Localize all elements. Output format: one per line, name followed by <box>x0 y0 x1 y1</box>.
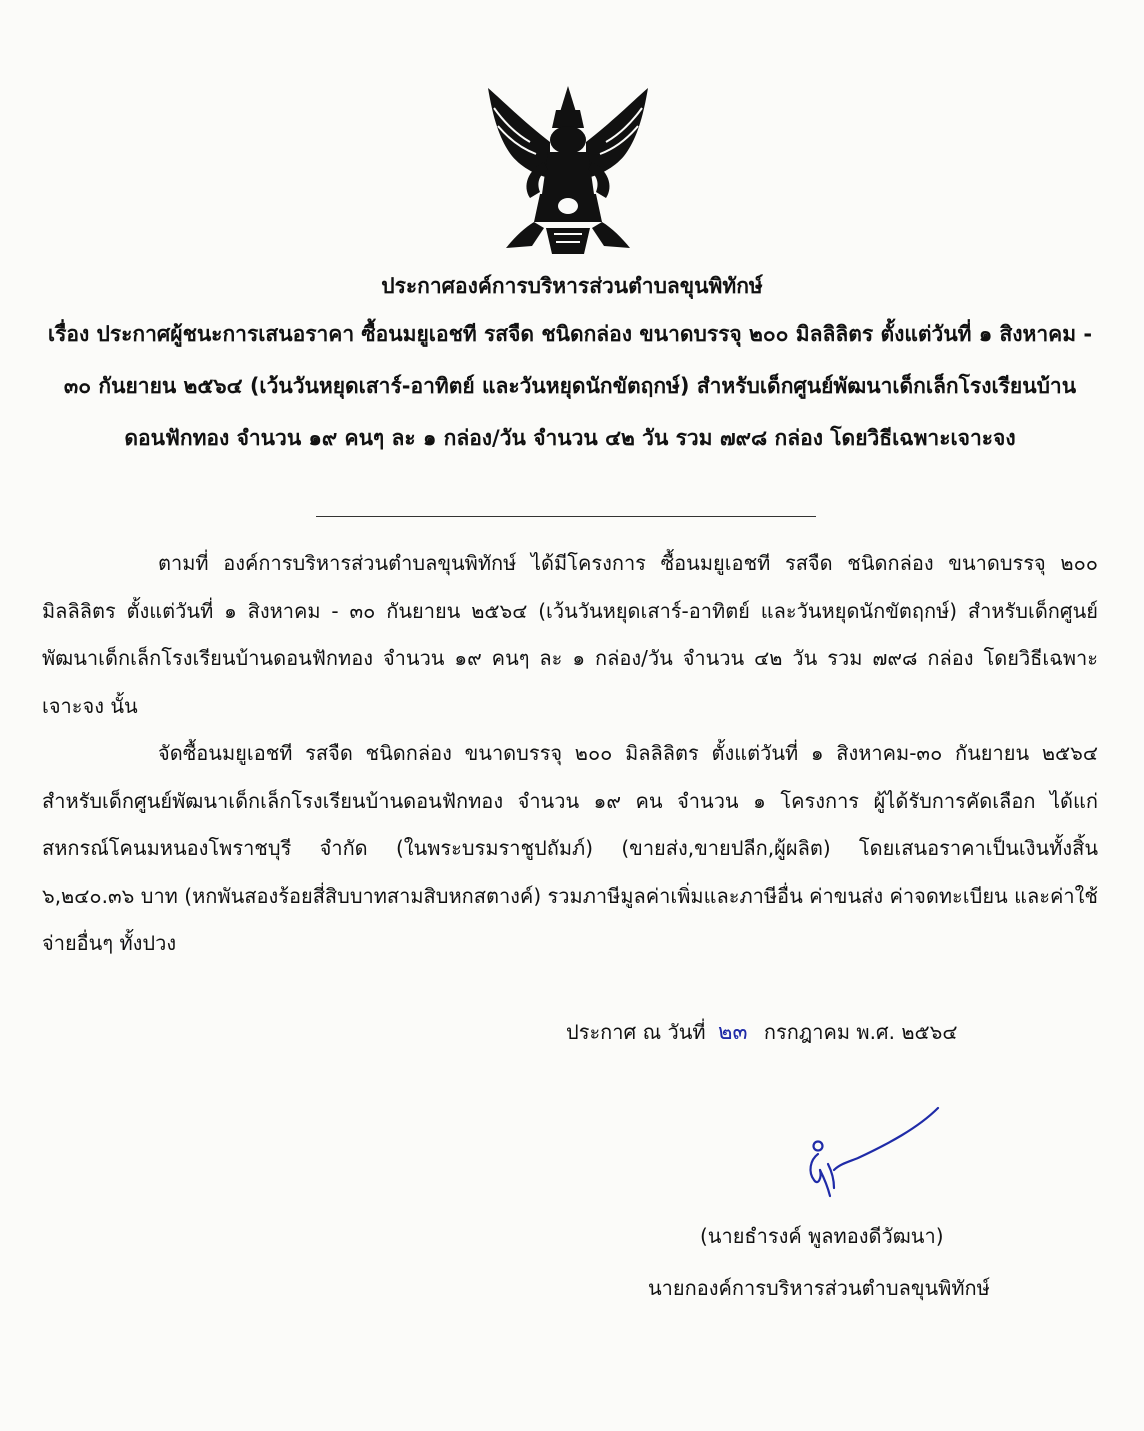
divider-line <box>316 516 816 517</box>
document-subject: เรื่อง ประกาศผู้ชนะการเสนอราคา ซื้อนมยูเอชที รสจืด ชนิดกล่อง ขนาดบรรจุ ๒๐๐ มิลลิลิตร ตั้งแต่วันที่ ๑ สิงหาคม - ๓๐ กันยายน ๒๕๖๔ (เว้นวันหยุดเสาร์-อาทิตย์ และวันหยุดนักขัตฤกษ์) สำหรับเด็กศูนย์พัฒนาเด็กเล็กโรงเรียนบ้านดอนฟักทอง จำนวน ๑๙ คนๆ ละ ๑ กล่อง/วัน จำนวน ๔๒ วัน รวม ๗๙๘ กล่อง โดยวิธีเฉพาะเจาะจง <box>47 322 1093 450</box>
body-paragraph-1: ตามที่ องค์การบริหารส่วนตำบลขุนพิทักษ์ ได้มีโครงการ ซื้อนมยูเอชที รสจืด ชนิดกล่อง ขนาดบรรจุ ๒๐๐ มิลลิลิตร ตั้งแต่วันที่ ๑ สิงหาคม - ๓๐ กันยายน ๒๕๖๔ (เว้นวันหยุดเสาร์-อาทิตย์ และวันหยุดนักขัตฤกษ์) สำหรับเด็กศูนย์พัฒนาเด็กเล็กโรงเรียนบ้านดอนฟักทอง จำนวน ๑๙ คนๆ ละ ๑ กล่อง/วัน จำนวน ๔๒ วัน รวม ๗๙๘ กล่อง โดยวิธีเฉพาะเจาะจง นั้น <box>42 551 1098 718</box>
signer-position: นายกองค์การบริหารส่วนตำบลขุนพิทักษ์ <box>648 1276 990 1300</box>
announcement-month-year: กรกฎาคม พ.ศ. ๒๕๖๔ <box>763 1020 958 1044</box>
garuda-emblem-icon <box>484 82 652 258</box>
document-body <box>42 540 1098 968</box>
document-title: ประกาศองค์การบริหารส่วนตำบลขุนพิทักษ์ <box>381 274 763 298</box>
handwritten-signature-icon <box>788 1098 958 1208</box>
signer-name: (นายธำรงค์ พูลทองดีวัฒนา) <box>700 1224 944 1248</box>
body-paragraph-2: จัดซื้อนมยูเอชที รสจืด ชนิดกล่อง ขนาดบรรจุ ๒๐๐ มิลลิลิตร ตั้งแต่วันที่ ๑ สิงหาคม-๓๐ กันยายน ๒๕๖๔ สำหรับเด็กศูนย์พัฒนาเด็กเล็กโรงเรียนบ้านดอนฟักทอง จำนวน ๑๙ คน จำนวน ๑ โครงการ ผู้ได้รับการคัดเลือก ได้แก่ สหกรณ์โคนมหนองโพราชบุรี จำกัด (ในพระบรมราชูปถัมภ์) (ขายส่ง,ขายปลีก,ผู้ผลิต) โดยเสนอราคาเป็นเงินทั้งสิ้น ๖,๒๔๐.๓๖ บาท (หกพันสองร้อยสี่สิบบาทสามสิบหกสตางค์) รวมภาษีมูลค่าเพิ่มและภาษีอื่น ค่าขนส่ง ค่าจดทะเบียน และค่าใช้จ่ายอื่นๆ ทั้งปวง <box>42 741 1098 955</box>
announcement-prefix: ประกาศ ณ วันที่ <box>566 1020 706 1044</box>
announcement-day: ๒๓ <box>717 1020 748 1045</box>
announcement-date <box>566 1015 958 1050</box>
